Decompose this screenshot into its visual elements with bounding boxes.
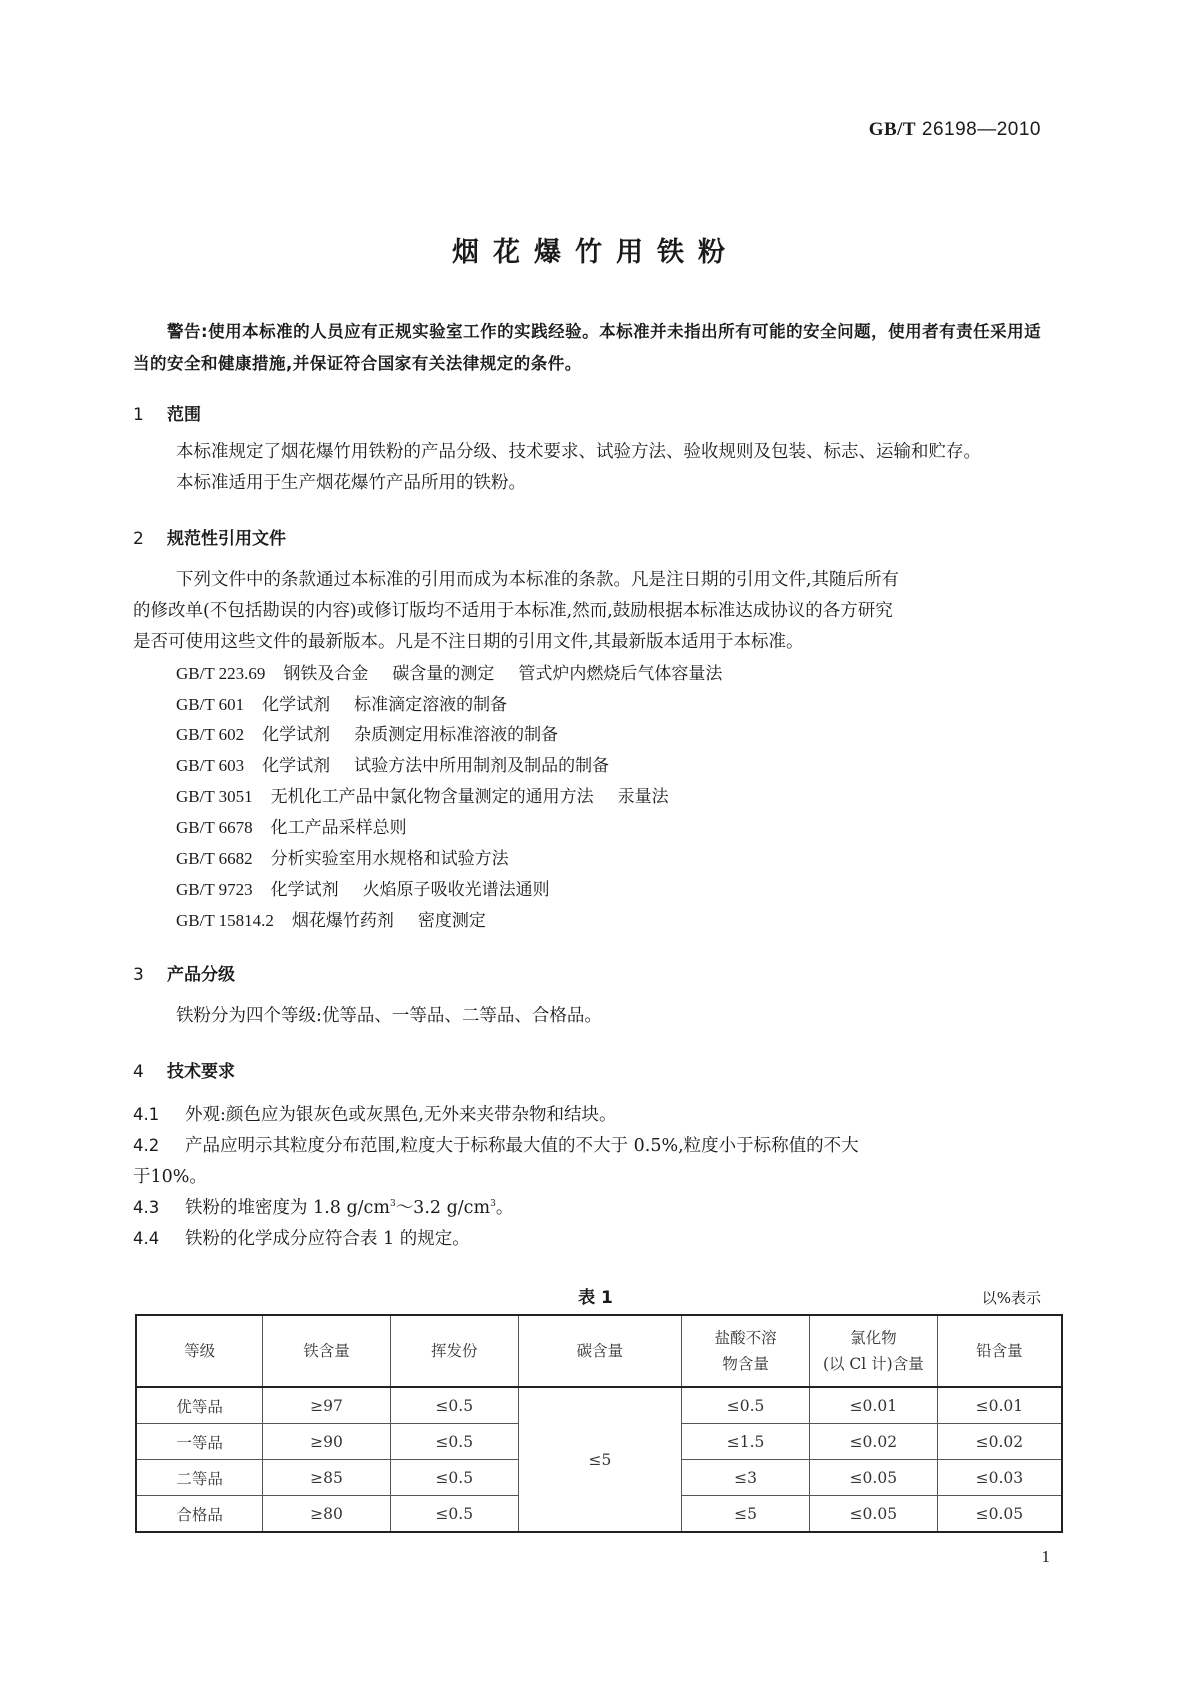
cell-lead: ≤0.01 bbox=[937, 1387, 1062, 1424]
cell-iron: ≥90 bbox=[263, 1424, 391, 1460]
cell-volatile: ≤0.5 bbox=[390, 1496, 518, 1533]
cell-volatile: ≤0.5 bbox=[390, 1424, 518, 1460]
reference-item bbox=[176, 782, 669, 807]
clause-4-4 bbox=[133, 1225, 470, 1250]
references-intro-line-2: 的修改单(不包括勘误的内容)或修订版均不适用于本标准,然而,鼓励根据本标准达成协议的各方研究 bbox=[133, 601, 893, 621]
warning-paragraph: 警告:使用本标准的人员应有正规实验室工作的实践经验。本标准并未指出所有可能的安全问题，使用者有责任采用适当的安全和健康措施,并保证符合国家有关法律规定的条件。 bbox=[133, 322, 1042, 373]
cell-chloride: ≤0.05 bbox=[809, 1460, 937, 1496]
references-intro-line-3: 是否可使用这些文件的最新版本。凡是不注日期的引用文件,其最新版本适用于本标准。 bbox=[133, 632, 804, 652]
cell-chloride: ≤0.05 bbox=[809, 1496, 937, 1533]
document-title: 烟花爆竹用铁粉 bbox=[452, 237, 739, 268]
reference-title-part: 试验方法中所用制剂及制品的制备 bbox=[354, 756, 610, 776]
clause-4-3 bbox=[133, 1194, 513, 1219]
header-grade: 等级 bbox=[136, 1315, 263, 1387]
cell-grade: 一等品 bbox=[136, 1424, 263, 1460]
cell-chloride: ≤0.01 bbox=[809, 1387, 937, 1424]
table-row bbox=[136, 1387, 1062, 1424]
reference-item bbox=[176, 844, 509, 869]
cell-hcl-insoluble: ≤1.5 bbox=[682, 1424, 810, 1460]
section-title: 范围 bbox=[167, 405, 201, 425]
table-unit-note: 以%表示 bbox=[981, 1289, 1041, 1307]
reference-title-part: 分析实验室用水规格和试验方法 bbox=[270, 849, 509, 869]
cell-lead: ≤0.03 bbox=[937, 1460, 1062, 1496]
reference-title-part: 密度测定 bbox=[417, 911, 486, 931]
header-carbon-content: 碳含量 bbox=[518, 1315, 682, 1387]
section-number: 2 bbox=[133, 529, 144, 549]
superscript: 3 bbox=[490, 1199, 496, 1210]
header-line: 盐酸不溶 bbox=[714, 1329, 777, 1347]
section-title: 技术要求 bbox=[167, 1062, 235, 1082]
chemical-composition-table bbox=[135, 1314, 1063, 1533]
reference-title-part: 碳含量的测定 bbox=[392, 664, 495, 684]
standard-code bbox=[869, 119, 1041, 141]
clause-number: 4.2 bbox=[133, 1136, 160, 1155]
section-number: 4 bbox=[133, 1062, 144, 1082]
reference-code: GB/T 223.69 bbox=[176, 664, 266, 683]
reference-item bbox=[176, 906, 486, 931]
reference-title-part: 火焰原子吸收光谱法通则 bbox=[362, 880, 550, 900]
section-title: 产品分级 bbox=[167, 965, 235, 985]
reference-item bbox=[176, 813, 407, 838]
reference-code: GB/T 602 bbox=[176, 725, 245, 744]
reference-title-part: 化学试剂 bbox=[262, 725, 331, 745]
reference-code: GB/T 3051 bbox=[176, 787, 253, 806]
reference-item bbox=[176, 690, 507, 715]
cell-carbon-merged: ≤5 bbox=[518, 1387, 682, 1532]
superscript: 3 bbox=[389, 1199, 396, 1210]
page-number: 1 bbox=[1041, 1547, 1050, 1566]
cell-hcl-insoluble: ≤3 bbox=[682, 1460, 810, 1496]
cell-grade: 合格品 bbox=[136, 1496, 263, 1533]
section-heading-normative-references bbox=[133, 524, 286, 549]
reference-title-part: 化学试剂 bbox=[270, 880, 339, 900]
cell-iron: ≥85 bbox=[263, 1460, 391, 1496]
table-header-row bbox=[136, 1315, 1062, 1387]
clause-4-1 bbox=[133, 1101, 616, 1126]
cell-chloride: ≤0.02 bbox=[809, 1424, 937, 1460]
section-heading-technical-requirements bbox=[133, 1057, 235, 1082]
clause-text: 外观:颜色应为银灰色或灰黑色,无外来夹带杂物和结块。 bbox=[185, 1105, 617, 1125]
reference-title-part: 杂质测定用标准溶液的制备 bbox=[354, 725, 559, 745]
header-chloride-content bbox=[809, 1315, 937, 1387]
reference-title-part: 管式炉内燃烧后气体容量法 bbox=[518, 664, 723, 684]
clause-4-2-continued: 于10%。 bbox=[133, 1167, 207, 1187]
cell-volatile: ≤0.5 bbox=[390, 1387, 518, 1424]
reference-code: GB/T 601 bbox=[176, 695, 245, 714]
reference-title-part: 烟花爆竹药剂 bbox=[291, 911, 394, 931]
clause-number: 4.3 bbox=[133, 1198, 160, 1217]
clause-text: ～3.2 g/cm bbox=[395, 1198, 491, 1218]
reference-title-part: 汞量法 bbox=[617, 787, 669, 807]
clause-text: 铁粉的堆密度为 1.8 g/cm bbox=[185, 1198, 390, 1218]
reference-code: GB/T 6678 bbox=[176, 818, 253, 837]
header-line: 氯化物 bbox=[850, 1329, 897, 1347]
cell-hcl-insoluble: ≤0.5 bbox=[682, 1387, 810, 1424]
reference-code: GB/T 6682 bbox=[176, 849, 253, 868]
clause-text: 产品应明示其粒度分布范围,粒度大于标称最大值的不大于 0.5%,粒度小于标称值的不大 bbox=[185, 1136, 859, 1156]
reference-title-part: 化学试剂 bbox=[262, 756, 331, 776]
cell-iron: ≥80 bbox=[263, 1496, 391, 1533]
section-heading-product-grades bbox=[133, 960, 235, 985]
reference-title-part: 钢铁及合金 bbox=[283, 664, 369, 684]
reference-title-part: 化学试剂 bbox=[262, 695, 331, 715]
grades-text: 铁粉分为四个等级:优等品、一等品、二等品、合格品。 bbox=[176, 1006, 602, 1026]
section-title: 规范性引用文件 bbox=[167, 529, 286, 549]
header-lead-content: 铅含量 bbox=[937, 1315, 1062, 1387]
cell-grade: 二等品 bbox=[136, 1460, 263, 1496]
clause-number: 4.4 bbox=[133, 1229, 160, 1248]
reference-title-part: 无机化工产品中氯化物含量测定的通用方法 bbox=[270, 787, 594, 807]
section-number: 1 bbox=[133, 405, 144, 425]
table-caption: 表 1 bbox=[578, 1288, 613, 1308]
reference-title-part: 化工产品采样总则 bbox=[270, 818, 407, 838]
scope-line-2: 本标准适用于生产烟花爆竹产品所用的铁粉。 bbox=[176, 473, 526, 493]
reference-item bbox=[176, 720, 558, 745]
section-heading-scope bbox=[133, 400, 201, 425]
scope-line-1: 本标准规定了烟花爆竹用铁粉的产品分级、技术要求、试验方法、验收规则及包装、标志、运输和贮存。 bbox=[176, 442, 981, 462]
reference-code: GB/T 603 bbox=[176, 756, 245, 775]
reference-item bbox=[176, 751, 609, 776]
standard-prefix: GB/T bbox=[868, 119, 917, 140]
reference-title-part: 标准滴定溶液的制备 bbox=[354, 695, 508, 715]
header-line: (以 Cl 计)含量 bbox=[822, 1355, 924, 1373]
clause-text: 。 bbox=[495, 1198, 514, 1218]
reference-code: GB/T 15814.2 bbox=[176, 911, 274, 930]
cell-grade: 优等品 bbox=[136, 1387, 263, 1424]
header-hcl-insoluble bbox=[682, 1315, 810, 1387]
cell-iron: ≥97 bbox=[263, 1387, 391, 1424]
section-number: 3 bbox=[133, 965, 144, 985]
reference-item bbox=[176, 659, 722, 684]
reference-code: GB/T 9723 bbox=[176, 880, 253, 899]
header-line: 物含量 bbox=[722, 1355, 769, 1373]
standard-number: 26198—2010 bbox=[921, 119, 1041, 140]
clause-4-2 bbox=[133, 1132, 859, 1157]
cell-lead: ≤0.02 bbox=[937, 1424, 1062, 1460]
header-iron-content: 铁含量 bbox=[263, 1315, 391, 1387]
reference-item bbox=[176, 875, 550, 900]
references-intro-line-1: 下列文件中的条款通过本标准的引用而成为本标准的条款。凡是注日期的引用文件,其随后所有 bbox=[176, 570, 900, 590]
cell-hcl-insoluble: ≤5 bbox=[682, 1496, 810, 1533]
cell-lead: ≤0.05 bbox=[937, 1496, 1062, 1533]
clause-text: 铁粉的化学成分应符合表 1 的规定。 bbox=[185, 1229, 470, 1249]
header-volatile: 挥发份 bbox=[390, 1315, 518, 1387]
cell-volatile: ≤0.5 bbox=[390, 1460, 518, 1496]
clause-number: 4.1 bbox=[133, 1105, 160, 1124]
